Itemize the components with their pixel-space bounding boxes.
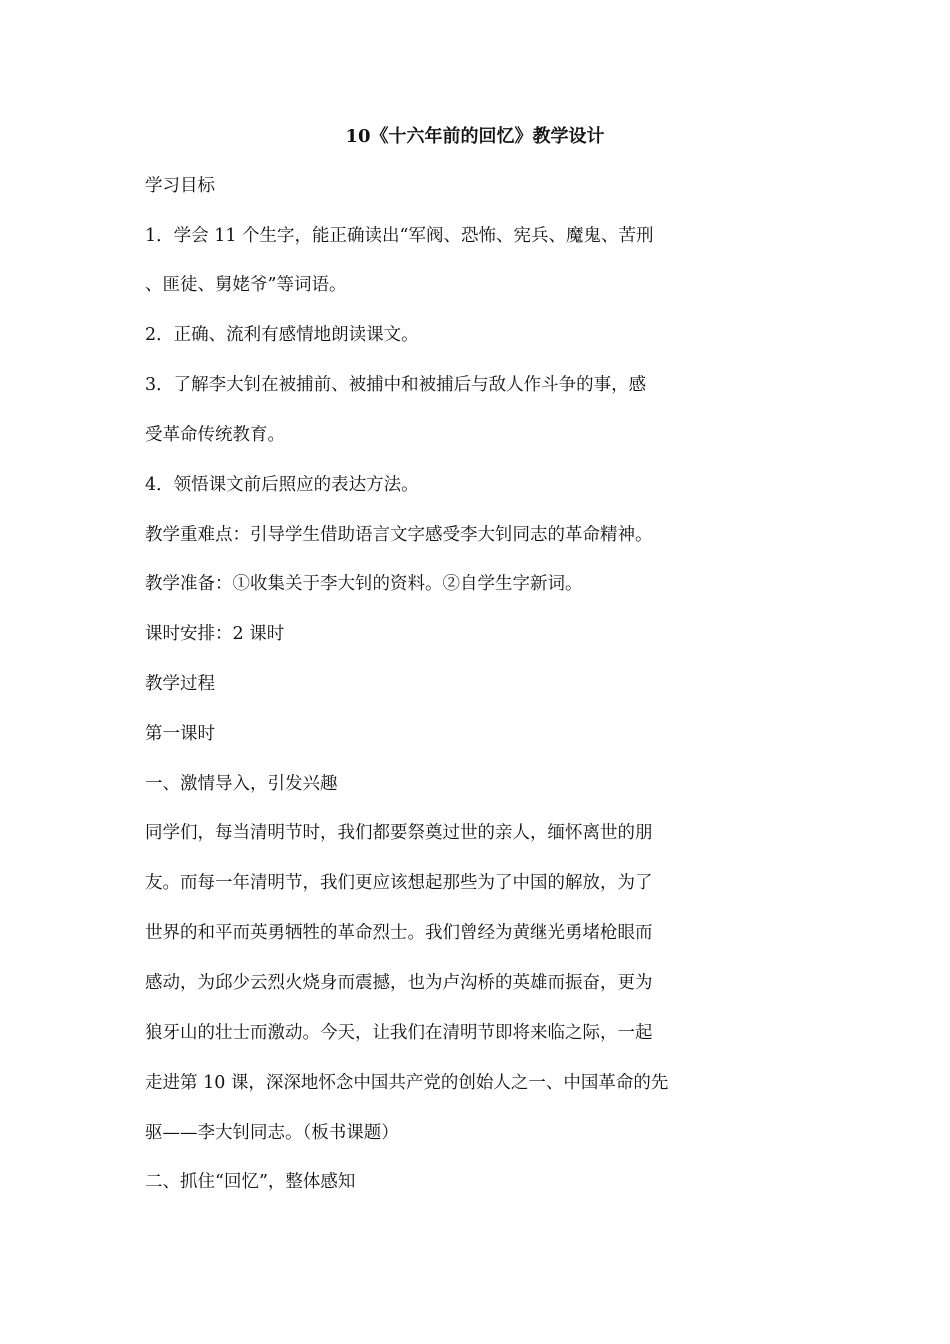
intro-paragraph-line-7: 驱——李大钊同志。（板书课题） [145,1123,399,1143]
intro-paragraph-line-1: 同学们，每当清明节时，我们都要祭奠过世的亲人，缅怀离世的朋 [145,823,653,843]
goal-3-line-1: 3．了解李大钊在被捕前、被捕中和被捕后与敌人作斗争的事，感 [145,375,647,395]
section-heading-teaching-process: 教学过程 [145,674,215,694]
goal-2: 2．正确、流利有感情地朗读课文。 [145,325,419,345]
step-2-heading: 二、抓住“回忆”，整体感知 [145,1172,356,1192]
teaching-key-points: 教学重难点：引导学生借助语言文字感受李大钊同志的革命精神。 [145,525,653,545]
intro-paragraph-line-6: 走进第 10 课，深深地怀念中国共产党的创始人之一、中国革命的先 [145,1073,669,1093]
intro-paragraph-line-2: 友。而每一年清明节，我们更应该想起那些为了中国的解放，为了 [145,873,653,893]
intro-paragraph-line-5: 狼牙山的壮士而激动。今天，让我们在清明节即将来临之际，一起 [145,1023,653,1043]
goal-3-line-2: 受革命传统教育。 [145,425,285,445]
step-1-heading: 一、激情导入，引发兴趣 [145,774,338,794]
intro-paragraph-line-3: 世界的和平而英勇牺牲的革命烈士。我们曾经为黄继光勇堵枪眼而 [145,923,653,943]
section-heading-first-lesson: 第一课时 [145,724,215,744]
goal-1-line-2: 、匪徒、舅姥爷”等词语。 [145,275,347,295]
document-title: 10《十六年前的回忆》教学设计 [345,126,605,147]
lesson-schedule: 课时安排：2 课时 [145,624,285,644]
intro-paragraph-line-4: 感动，为邱少云烈火烧身而震撼，也为卢沟桥的英雄而振奋，更为 [145,973,653,993]
section-heading-learning-goals: 学习目标 [145,176,215,196]
teaching-preparation: 教学准备：①收集关于李大钊的资料。②自学生字新词。 [145,574,583,594]
goal-4: 4．领悟课文前后照应的表达方法。 [145,475,419,495]
goal-1-line-1: 1．学会 11 个生字，能正确读出“军阀、恐怖、宪兵、魔鬼、苦刑 [145,226,654,246]
